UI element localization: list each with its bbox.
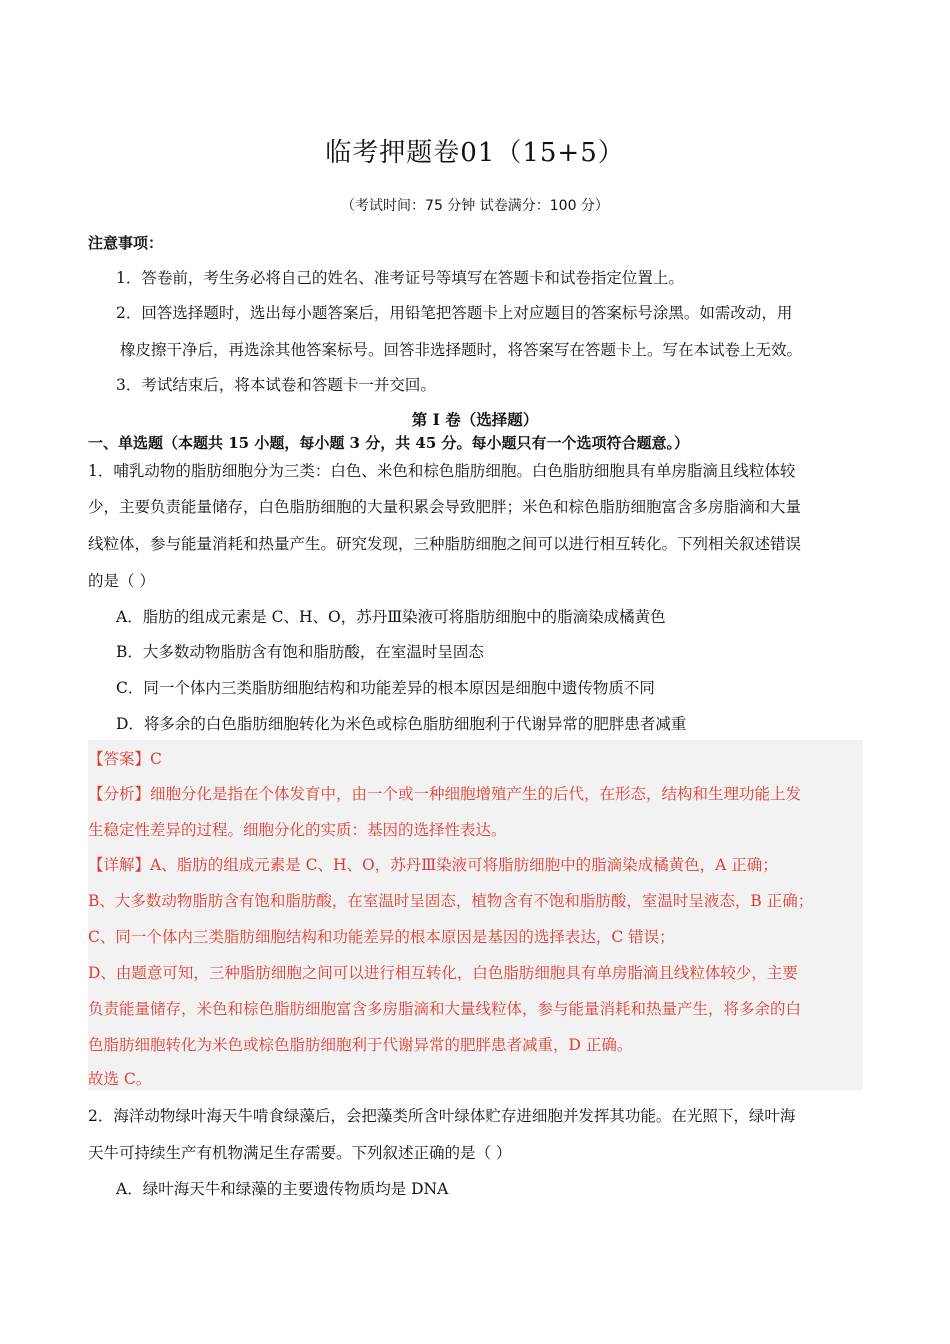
exam-time-info: （考试时间：75 分钟 试卷满分：100 分） — [341, 198, 609, 214]
detail-text: D、由题意可知，三种脂肪细胞之间可以进行相互转化，白色脂肪细胞具有单房脂滴且线粒体较少，主要 — [88, 964, 798, 982]
option-b: B．大多数动物脂肪含有饱和脂肪酸，在室温时呈固态 — [116, 643, 484, 661]
option-c: C．同一个体内三类脂肪细胞结构和功能差异的根本原因是细胞中遗传物质不同 — [116, 679, 655, 697]
option-a: A．脂肪的组成元素是 C、H、O，苏丹Ⅲ染液可将脂肪细胞中的脂滴染成橘黄色 — [116, 608, 666, 626]
notice-item: 3．考试结束后，将本试卷和答题卡一并交回。 — [116, 376, 436, 394]
question-stem: 天牛可持续生产有机物满足生存需要。下列叙述正确的是（ ） — [88, 1144, 512, 1162]
notice-item: 2．回答选择题时，选出每小题答案后，用铅笔把答题卡上对应题目的答案标号涂黑。如需改动，用 — [116, 304, 793, 322]
analysis-text: 【分析】细胞分化是指在个体发育中，由一个或一种细胞增殖产生的后代，在形态，结构和生理功能上发 — [88, 785, 802, 803]
page-title: 临考押题卷01（15+5） — [325, 138, 625, 168]
question-stem: 线粒体，参与能量消耗和热量产生。研究发现，三种脂肪细胞之间可以进行相互转化。下列相关叙述错误 — [88, 535, 802, 553]
detail-text: 色脂肪细胞转化为米色或棕色脂肪细胞利于代谢异常的肥胖患者减重，D 正确。 — [88, 1036, 633, 1054]
conclusion-text: 故选 C。 — [88, 1070, 152, 1088]
detail-text: 负责能量储存，米色和棕色脂肪细胞富含多房脂滴和大量线粒体，参与能量消耗和热量产生，将多余的白 — [88, 1000, 802, 1018]
question-stem: 2．海洋动物绿叶海天牛啃食绿藻后，会把藻类所含叶绿体贮存进细胞并发挥其功能。在光照下，绿叶海 — [88, 1107, 796, 1125]
notice-item: 橡皮擦干净后，再选涂其他答案标号。回答非选择题时，将答案写在答题卡上。写在本试卷上无效。 — [120, 341, 803, 359]
part-heading: 一、单选题（本题共 15 小题，每小题 3 分，共 45 分。每小题只有一个选项符合题意。） — [88, 434, 690, 452]
option-d: D．将多余的白色脂肪细胞转化为米色或棕色脂肪细胞利于代谢异常的肥胖患者减重 — [116, 715, 687, 733]
notice-item: 1．答卷前，考生务必将自己的姓名、准考证号等填写在答题卡和试卷指定位置上。 — [116, 269, 684, 287]
analysis-text: 生稳定性差异的过程。细胞分化的实质：基因的选择性表达。 — [88, 821, 507, 839]
question-stem: 1．哺乳动物的脂肪细胞分为三类：白色、米色和棕色脂肪细胞。白色脂肪细胞具有单房脂滴且线粒体较 — [88, 462, 796, 480]
detail-text: B、大多数动物脂肪含有饱和脂肪酸，在室温时呈固态，植物含有不饱和脂肪酸，室温时呈液态，B 正确； — [88, 892, 814, 910]
answer-label: 【答案】C — [88, 750, 162, 768]
question-stem: 的是（ ） — [88, 572, 155, 590]
detail-text: C、同一个体内三类脂肪细胞结构和功能差异的根本原因是基因的选择表达，C 错误； — [88, 928, 675, 946]
notice-heading: 注意事项： — [88, 234, 164, 252]
option-a: A．绿叶海天牛和绿藻的主要遗传物质均是 DNA — [116, 1180, 449, 1198]
question-stem: 少，主要负责能量储存，白色脂肪细胞的大量积累会导致肥胖；米色和棕色脂肪细胞富含多房脂滴和大量 — [88, 498, 802, 516]
section-title: 第 I 卷（选择题） — [411, 410, 539, 429]
detail-text: 【详解】A、脂肪的组成元素是 C、H、O，苏丹Ⅲ染液可将脂肪细胞中的脂滴染成橘黄色，A 正确； — [88, 856, 778, 874]
